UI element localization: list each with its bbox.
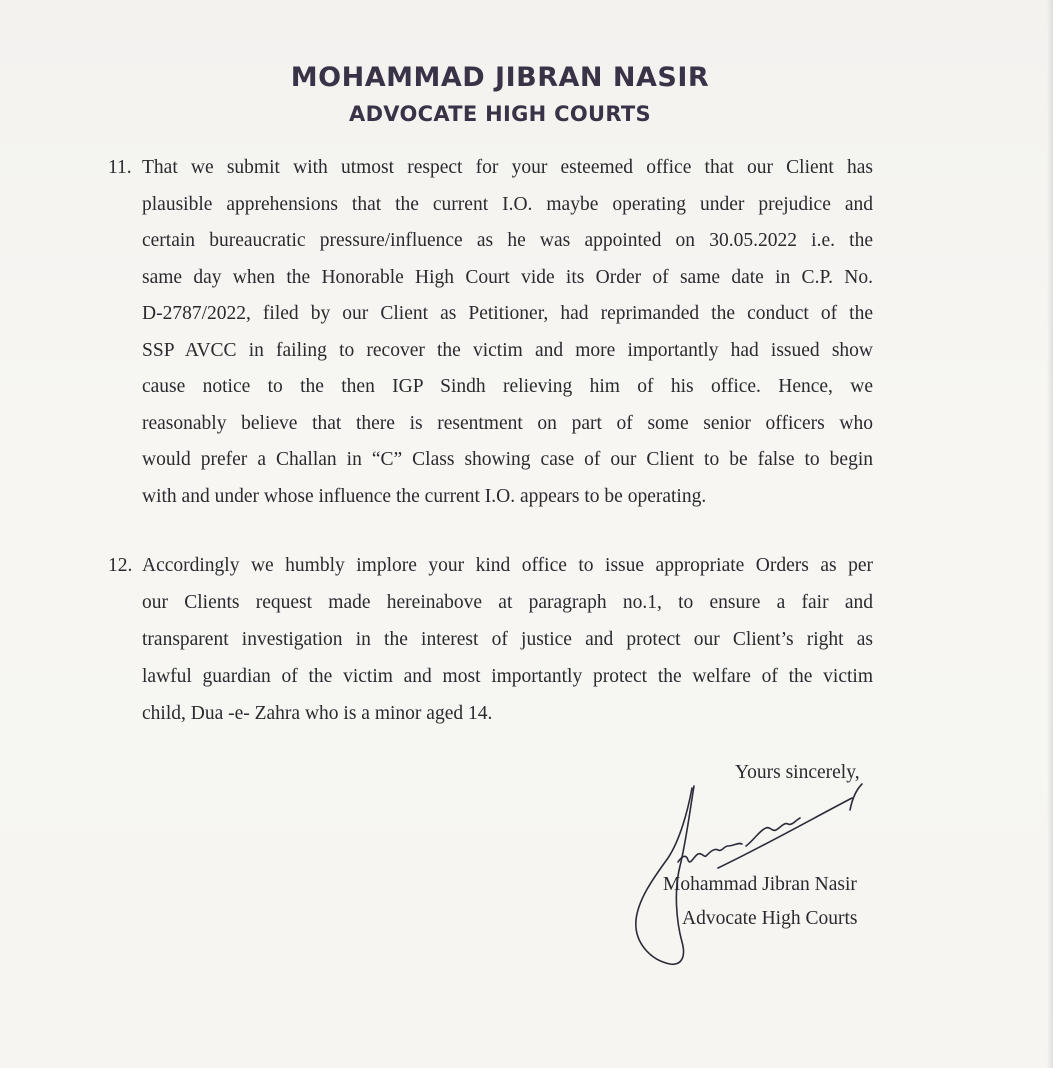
- signatory-name: Mohammad Jibran Nasir: [663, 874, 857, 895]
- paragraph-line: certain bureaucratic pressure/influence as he was appointed on 30.05.2022 i.e. the: [142, 230, 873, 251]
- paragraph-line: same day when the Honorable High Court vide its Order of same date in C.P. No.: [142, 266, 873, 288]
- paragraph-line: reasonably believe that there is resentment on part of some senior officers who: [142, 412, 873, 434]
- paragraph-number: 11.: [108, 157, 132, 178]
- paragraph-line: plausible apprehensions that the current I.O. maybe operating under prejudice and: [142, 193, 873, 215]
- signatory-title: Advocate High Courts: [682, 908, 858, 929]
- paragraph-line: That we submit with utmost respect for your esteemed office that our Client has: [142, 157, 873, 178]
- paragraph-line: with and under whose influence the current I.O. appears to be operating.: [142, 485, 707, 507]
- paragraph-number: 12.: [108, 555, 133, 576]
- scan-edge-shadow: [1047, 0, 1053, 1068]
- paragraph-line: transparent investigation in the interest of justice and protect our Client’s right as: [142, 629, 873, 650]
- paragraph-line: our Clients request made hereinabove at paragraph no.1, to ensure a fair and: [142, 592, 873, 613]
- closing-salutation: Yours sincerely,: [735, 762, 860, 783]
- letterhead-name: MOHAMMAD JIBRAN NASIR: [290, 62, 710, 93]
- letterhead-title: ADVOCATE HIGH COURTS: [349, 102, 651, 126]
- paragraph-line: Accordingly we humbly implore your kind office to issue appropriate Orders as per: [142, 555, 873, 576]
- paragraph-line: D-2787/2022, filed by our Client as Petitioner, had reprimanded the conduct of the: [142, 303, 873, 324]
- paragraph-line: lawful guardian of the victim and most importantly protect the welfare of the victim: [142, 666, 873, 687]
- paragraph-line: SSP AVCC in failing to recover the victim and more importantly had issued show: [142, 339, 873, 361]
- handwritten-signature: [630, 770, 870, 980]
- paragraph-line: would prefer a Challan in “C” Class showing case of our Client to be false to begin: [142, 449, 873, 470]
- paragraph-line: cause notice to the then IGP Sindh relieving him of his office. Hence, we: [142, 376, 873, 397]
- letterhead: [200, 58, 800, 130]
- paragraph-line: child, Dua -e- Zahra who is a minor aged 14.: [142, 703, 493, 724]
